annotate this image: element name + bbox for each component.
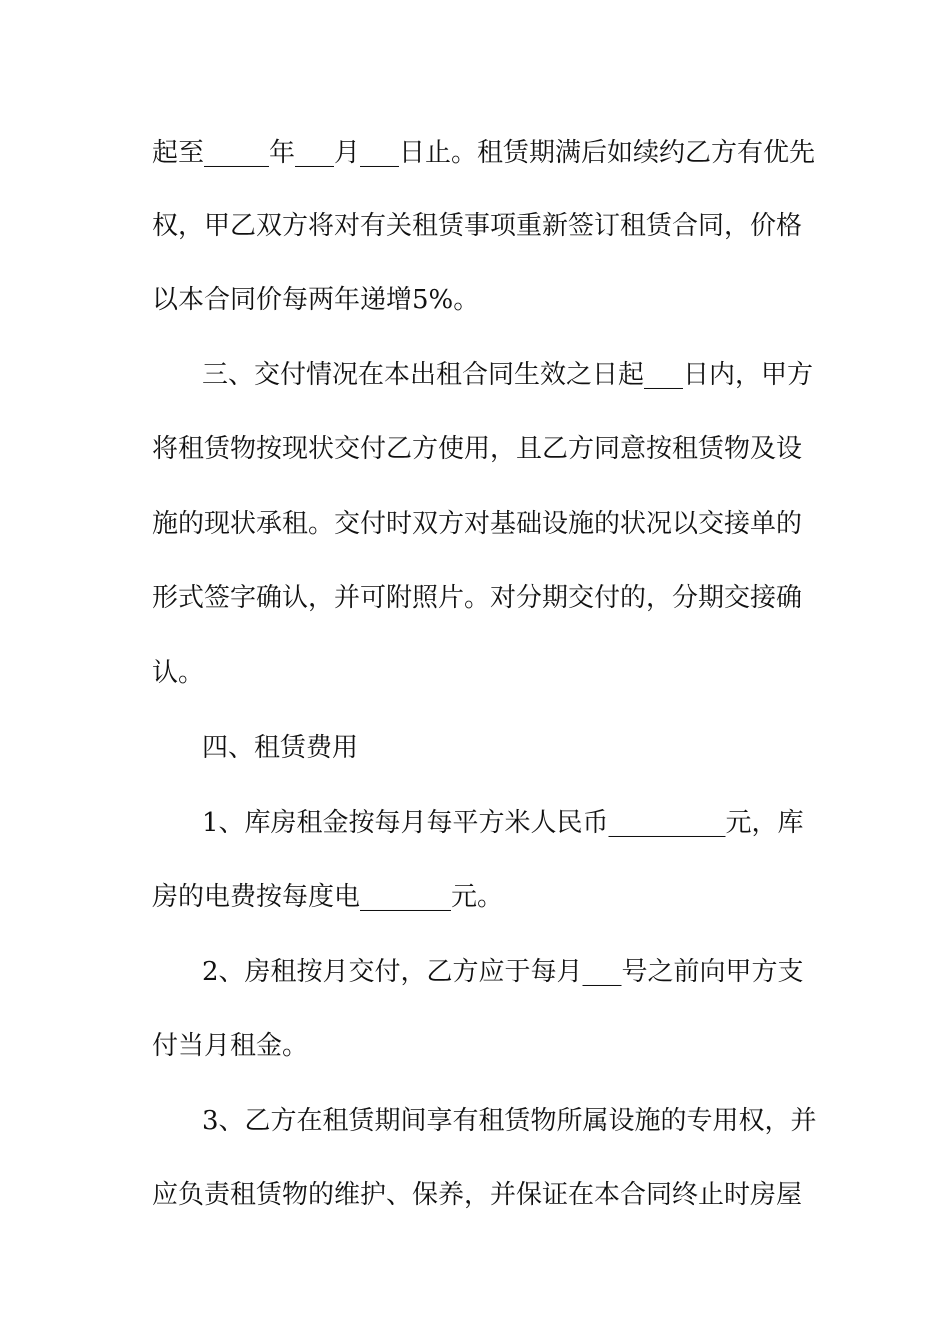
clause-2: 2、房租按月交付，乙方应于每月___号之前向甲方支 xyxy=(202,957,804,987)
text-line: 形式签字确认，并可附照片。对分期交付的，分期交接确 xyxy=(152,583,803,613)
text-line: 将租赁物按现状交付乙方使用，且乙方同意按租赁物及设 xyxy=(152,434,803,464)
text-line: 付当月租金。 xyxy=(152,1031,309,1061)
clause-1: 1、库房租金按每月每平方米人民币_________元，库 xyxy=(202,808,804,838)
text-line: 应负责租赁物的维护、保养，并保证在本合同终止时房屋 xyxy=(152,1180,803,1210)
text-line: 起至_____年___月___日止。租赁期满后如续约乙方有优先 xyxy=(152,138,816,168)
text-line: 以本合同价每两年递增5%。 xyxy=(152,285,480,315)
text-line: 房的电费按每度电_______元。 xyxy=(152,882,504,912)
text-line: 施的现状承租。交付时双方对基础设施的状况以交接单的 xyxy=(152,509,803,539)
text-line: 认。 xyxy=(152,658,205,688)
section-heading-rent: 四、租赁费用 xyxy=(202,733,359,763)
paragraph-heading-delivery: 三、交付情况在本出租合同生效之日起___日内，甲方 xyxy=(202,360,814,390)
text-line: 权，甲乙双方将对有关租赁事项重新签订租赁合同，价格 xyxy=(152,211,803,241)
clause-3: 3、乙方在租赁期间享有租赁物所属设施的专用权，并 xyxy=(202,1106,817,1136)
